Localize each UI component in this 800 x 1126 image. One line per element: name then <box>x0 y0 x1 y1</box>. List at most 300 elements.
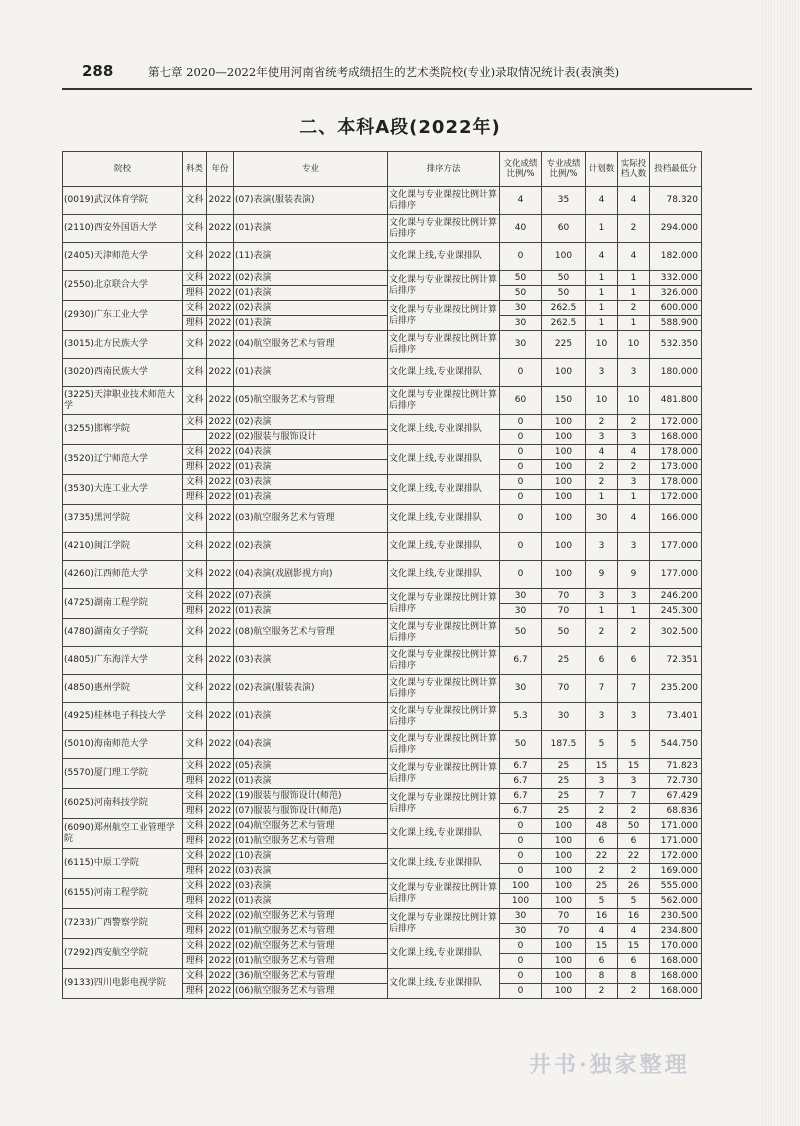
table-row <box>63 619 702 647</box>
major-ratio-cell: 30 <box>542 703 586 731</box>
actual-count-cell: 2 <box>618 415 650 430</box>
school-cell: (4210)闽江学院 <box>63 533 183 561</box>
plan-count-cell: 1 <box>586 215 618 243</box>
major-cell: (03)表演 <box>234 864 388 879</box>
major-ratio-cell: 100 <box>542 460 586 475</box>
section-title: 二、本科A段(2022年) <box>299 117 501 138</box>
min-score-cell: 172.000 <box>650 849 702 864</box>
table-row <box>63 187 702 215</box>
min-score-cell: 177.000 <box>650 561 702 589</box>
actual-count-cell: 3 <box>618 475 650 490</box>
school-cell: (4260)江西师范大学 <box>63 561 183 589</box>
major-ratio-cell: 100 <box>542 505 586 533</box>
year-cell: 2022 <box>207 849 234 864</box>
plan-count-cell: 1 <box>586 301 618 316</box>
major-cell: (07)表演(服装表演) <box>234 187 388 215</box>
school-cell: (4925)桂林电子科技大学 <box>63 703 183 731</box>
school-cell: (2110)西安外国语大学 <box>63 215 183 243</box>
table-row <box>63 331 702 359</box>
major-ratio-cell: 262.5 <box>542 301 586 316</box>
min-score-cell: 230.500 <box>650 909 702 924</box>
major-cell: (19)服装与服饰设计(师范) <box>234 789 388 804</box>
culture-ratio-cell: 5.3 <box>500 703 542 731</box>
major-cell: (02)表演 <box>234 533 388 561</box>
plan-count-cell: 3 <box>586 430 618 445</box>
year-cell: 2022 <box>207 286 234 301</box>
min-score-cell: 78.320 <box>650 187 702 215</box>
col-header: 文化成绩比例/% <box>500 152 542 187</box>
category-cell: 理科 <box>183 460 207 475</box>
major-cell: (02)航空服务艺术与管理 <box>234 939 388 954</box>
major-ratio-cell: 262.5 <box>542 316 586 331</box>
plan-count-cell: 2 <box>586 984 618 999</box>
min-score-cell: 178.000 <box>650 445 702 460</box>
major-ratio-cell: 100 <box>542 533 586 561</box>
major-ratio-cell: 100 <box>542 445 586 460</box>
plan-count-cell: 2 <box>586 415 618 430</box>
plan-count-cell: 2 <box>586 460 618 475</box>
year-cell: 2022 <box>207 789 234 804</box>
sort-method-cell: 文化课上线,专业课排队 <box>388 359 500 387</box>
major-ratio-cell: 100 <box>542 849 586 864</box>
plan-count-cell: 10 <box>586 331 618 359</box>
actual-count-cell: 26 <box>618 879 650 894</box>
table-row <box>63 243 702 271</box>
year-cell: 2022 <box>207 387 234 415</box>
sort-method-cell: 文化课与专业课按比例计算后排序 <box>388 387 500 415</box>
actual-count-cell: 6 <box>618 647 650 675</box>
category-cell: 文科 <box>183 331 207 359</box>
plan-count-cell: 1 <box>586 271 618 286</box>
school-cell: (6090)郑州航空工业管理学院 <box>63 819 183 849</box>
plan-count-cell: 6 <box>586 647 618 675</box>
major-ratio-cell: 100 <box>542 939 586 954</box>
actual-count-cell: 4 <box>618 187 650 215</box>
actual-count-cell: 5 <box>618 894 650 909</box>
watermark: 井书·独家整理 <box>529 1052 690 1078</box>
category-cell: 理科 <box>183 286 207 301</box>
major-ratio-cell: 25 <box>542 774 586 789</box>
category-cell: 文科 <box>183 675 207 703</box>
category-cell: 理科 <box>183 316 207 331</box>
major-cell: (01)表演 <box>234 316 388 331</box>
year-cell: 2022 <box>207 909 234 924</box>
sort-method-cell: 文化课上线,专业课排队 <box>388 533 500 561</box>
category-cell: 理科 <box>183 774 207 789</box>
col-header: 专业成绩比例/% <box>542 152 586 187</box>
major-ratio-cell: 50 <box>542 271 586 286</box>
major-ratio-cell: 70 <box>542 675 586 703</box>
table-row <box>63 415 702 430</box>
major-cell: (02)表演 <box>234 271 388 286</box>
major-cell: (01)表演 <box>234 490 388 505</box>
major-cell: (02)航空服务艺术与管理 <box>234 909 388 924</box>
year-cell: 2022 <box>207 703 234 731</box>
culture-ratio-cell: 0 <box>500 445 542 460</box>
min-score-cell: 166.000 <box>650 505 702 533</box>
category-cell: 文科 <box>183 445 207 460</box>
major-ratio-cell: 100 <box>542 490 586 505</box>
school-cell: (6115)中原工学院 <box>63 849 183 879</box>
culture-ratio-cell: 60 <box>500 387 542 415</box>
culture-ratio-cell: 30 <box>500 589 542 604</box>
culture-ratio-cell: 0 <box>500 490 542 505</box>
year-cell: 2022 <box>207 243 234 271</box>
table-row <box>63 675 702 703</box>
major-ratio-cell: 60 <box>542 215 586 243</box>
culture-ratio-cell: 30 <box>500 301 542 316</box>
sort-method-cell: 文化课上线,专业课排队 <box>388 505 500 533</box>
plan-count-cell: 7 <box>586 675 618 703</box>
category-cell: 文科 <box>183 619 207 647</box>
culture-ratio-cell: 100 <box>500 894 542 909</box>
sort-method-cell: 文化课与专业课按比例计算后排序 <box>388 589 500 619</box>
major-cell: (03)表演 <box>234 475 388 490</box>
sort-method-cell: 文化课上线,专业课排队 <box>388 819 500 849</box>
table-body <box>63 187 702 999</box>
actual-count-cell: 6 <box>618 954 650 969</box>
category-cell: 文科 <box>183 939 207 954</box>
major-cell: (03)表演 <box>234 879 388 894</box>
year-cell: 2022 <box>207 924 234 939</box>
actual-count-cell: 15 <box>618 759 650 774</box>
actual-count-cell: 4 <box>618 924 650 939</box>
major-ratio-cell: 70 <box>542 924 586 939</box>
major-ratio-cell: 25 <box>542 789 586 804</box>
actual-count-cell: 3 <box>618 703 650 731</box>
school-cell: (7233)广西警察学院 <box>63 909 183 939</box>
culture-ratio-cell: 0 <box>500 359 542 387</box>
min-score-cell: 171.000 <box>650 834 702 849</box>
culture-ratio-cell: 0 <box>500 430 542 445</box>
plan-count-cell: 3 <box>586 589 618 604</box>
col-header: 年份 <box>207 152 234 187</box>
year-cell: 2022 <box>207 460 234 475</box>
plan-count-cell: 3 <box>586 359 618 387</box>
plan-count-cell: 25 <box>586 879 618 894</box>
table-row <box>63 589 702 604</box>
category-cell: 文科 <box>183 909 207 924</box>
major-ratio-cell: 225 <box>542 331 586 359</box>
plan-count-cell: 22 <box>586 849 618 864</box>
culture-ratio-cell: 100 <box>500 879 542 894</box>
col-header: 科类 <box>183 152 207 187</box>
year-cell: 2022 <box>207 301 234 316</box>
category-cell: 理科 <box>183 804 207 819</box>
category-cell: 理科 <box>183 984 207 999</box>
sort-method-cell: 文化课与专业课按比例计算后排序 <box>388 619 500 647</box>
min-score-cell: 182.000 <box>650 243 702 271</box>
major-cell: (01)航空服务艺术与管理 <box>234 834 388 849</box>
category-cell: 文科 <box>183 187 207 215</box>
category-cell: 文科 <box>183 561 207 589</box>
major-cell: (01)表演 <box>234 703 388 731</box>
year-cell: 2022 <box>207 359 234 387</box>
plan-count-cell: 5 <box>586 731 618 759</box>
sort-method-cell: 文化课与专业课按比例计算后排序 <box>388 789 500 819</box>
sort-method-cell: 文化课上线,专业课排队 <box>388 243 500 271</box>
actual-count-cell: 2 <box>618 804 650 819</box>
sort-method-cell: 文化课与专业课按比例计算后排序 <box>388 301 500 331</box>
year-cell: 2022 <box>207 879 234 894</box>
min-score-cell: 246.200 <box>650 589 702 604</box>
plan-count-cell: 6 <box>586 834 618 849</box>
table-row <box>63 475 702 490</box>
major-ratio-cell: 70 <box>542 909 586 924</box>
plan-count-cell: 1 <box>586 316 618 331</box>
plan-count-cell: 3 <box>586 703 618 731</box>
table-row <box>63 445 702 460</box>
min-score-cell: 168.000 <box>650 969 702 984</box>
min-score-cell: 588.900 <box>650 316 702 331</box>
actual-count-cell: 2 <box>618 619 650 647</box>
actual-count-cell: 7 <box>618 789 650 804</box>
year-cell: 2022 <box>207 731 234 759</box>
major-cell: (07)服装与服饰设计(师范) <box>234 804 388 819</box>
plan-count-cell: 8 <box>586 969 618 984</box>
min-score-cell: 67.429 <box>650 789 702 804</box>
culture-ratio-cell: 30 <box>500 924 542 939</box>
table-row <box>63 271 702 286</box>
actual-count-cell: 50 <box>618 819 650 834</box>
min-score-cell: 178.000 <box>650 475 702 490</box>
year-cell: 2022 <box>207 316 234 331</box>
major-cell: (01)表演 <box>234 215 388 243</box>
plan-count-cell: 1 <box>586 286 618 301</box>
table-row <box>63 301 702 316</box>
major-cell: (06)航空服务艺术与管理 <box>234 984 388 999</box>
major-cell: (04)表演 <box>234 731 388 759</box>
plan-count-cell: 4 <box>586 187 618 215</box>
major-ratio-cell: 70 <box>542 604 586 619</box>
scan-edge-noise <box>760 0 800 1126</box>
sort-method-cell: 文化课与专业课按比例计算后排序 <box>388 675 500 703</box>
school-cell: (6025)河南科技学院 <box>63 789 183 819</box>
major-ratio-cell: 100 <box>542 864 586 879</box>
culture-ratio-cell: 50 <box>500 286 542 301</box>
year-cell: 2022 <box>207 619 234 647</box>
school-cell: (7292)西安航空学院 <box>63 939 183 969</box>
min-score-cell: 172.000 <box>650 490 702 505</box>
major-ratio-cell: 50 <box>542 619 586 647</box>
year-cell: 2022 <box>207 647 234 675</box>
plan-count-cell: 4 <box>586 924 618 939</box>
min-score-cell: 544.750 <box>650 731 702 759</box>
col-header: 排序方法 <box>388 152 500 187</box>
category-cell: 理科 <box>183 490 207 505</box>
major-ratio-cell: 25 <box>542 804 586 819</box>
plan-count-cell: 3 <box>586 533 618 561</box>
sort-method-cell: 文化课与专业课按比例计算后排序 <box>388 647 500 675</box>
school-cell: (3020)西南民族大学 <box>63 359 183 387</box>
col-header: 投档最低分 <box>650 152 702 187</box>
culture-ratio-cell: 40 <box>500 215 542 243</box>
major-cell: (01)表演 <box>234 774 388 789</box>
category-cell: 理科 <box>183 894 207 909</box>
year-cell: 2022 <box>207 894 234 909</box>
school-cell: (2405)天津师范大学 <box>63 243 183 271</box>
major-ratio-cell: 187.5 <box>542 731 586 759</box>
min-score-cell: 72.351 <box>650 647 702 675</box>
col-header: 计划数 <box>586 152 618 187</box>
table-header-row <box>63 152 702 187</box>
sort-method-cell: 文化课上线,专业课排队 <box>388 445 500 475</box>
major-ratio-cell: 100 <box>542 430 586 445</box>
actual-count-cell: 1 <box>618 490 650 505</box>
plan-count-cell: 5 <box>586 894 618 909</box>
actual-count-cell: 5 <box>618 731 650 759</box>
actual-count-cell: 1 <box>618 604 650 619</box>
culture-ratio-cell: 50 <box>500 731 542 759</box>
major-cell: (36)航空服务艺术与管理 <box>234 969 388 984</box>
school-cell: (9133)四川电影电视学院 <box>63 969 183 999</box>
table-row <box>63 731 702 759</box>
category-cell: 文科 <box>183 703 207 731</box>
actual-count-cell: 16 <box>618 909 650 924</box>
category-cell: 文科 <box>183 271 207 286</box>
year-cell: 2022 <box>207 505 234 533</box>
plan-count-cell: 9 <box>586 561 618 589</box>
actual-count-cell: 3 <box>618 359 650 387</box>
culture-ratio-cell: 6.7 <box>500 789 542 804</box>
plan-count-cell: 7 <box>586 789 618 804</box>
min-score-cell: 245.300 <box>650 604 702 619</box>
year-cell: 2022 <box>207 331 234 359</box>
culture-ratio-cell: 0 <box>500 505 542 533</box>
category-cell: 文科 <box>183 879 207 894</box>
major-ratio-cell: 100 <box>542 879 586 894</box>
year-cell: 2022 <box>207 271 234 286</box>
category-cell: 文科 <box>183 647 207 675</box>
culture-ratio-cell: 0 <box>500 460 542 475</box>
school-cell: (0019)武汉体育学院 <box>63 187 183 215</box>
major-cell: (08)航空服务艺术与管理 <box>234 619 388 647</box>
major-cell: (02)表演 <box>234 301 388 316</box>
min-score-cell: 72.730 <box>650 774 702 789</box>
year-cell: 2022 <box>207 939 234 954</box>
major-cell: (02)表演 <box>234 415 388 430</box>
school-cell: (3225)天津职业技术师范大学 <box>63 387 183 415</box>
table-row <box>63 909 702 924</box>
year-cell: 2022 <box>207 215 234 243</box>
category-cell: 文科 <box>183 589 207 604</box>
school-cell: (4725)湖南工程学院 <box>63 589 183 619</box>
major-ratio-cell: 50 <box>542 286 586 301</box>
table-row <box>63 939 702 954</box>
culture-ratio-cell: 0 <box>500 475 542 490</box>
major-ratio-cell: 25 <box>542 759 586 774</box>
category-cell: 文科 <box>183 819 207 834</box>
school-cell: (3530)大连工业大学 <box>63 475 183 505</box>
sort-method-cell: 文化课与专业课按比例计算后排序 <box>388 909 500 939</box>
major-cell: (04)表演(戏剧影视方向) <box>234 561 388 589</box>
major-ratio-cell: 100 <box>542 243 586 271</box>
culture-ratio-cell: 30 <box>500 675 542 703</box>
table-row <box>63 561 702 589</box>
year-cell: 2022 <box>207 490 234 505</box>
category-cell: 文科 <box>183 215 207 243</box>
sort-method-cell: 文化课上线,专业课排队 <box>388 939 500 969</box>
actual-count-cell: 4 <box>618 243 650 271</box>
col-header: 专业 <box>234 152 388 187</box>
school-cell: (4780)湖南女子学院 <box>63 619 183 647</box>
sort-method-cell: 文化课上线,专业课排队 <box>388 475 500 505</box>
culture-ratio-cell: 0 <box>500 864 542 879</box>
major-cell: (01)表演 <box>234 894 388 909</box>
category-cell: 文科 <box>183 301 207 316</box>
min-score-cell: 168.000 <box>650 954 702 969</box>
table-row <box>63 387 702 415</box>
year-cell: 2022 <box>207 819 234 834</box>
table-row <box>63 879 702 894</box>
running-header <box>62 60 752 90</box>
major-cell: (03)表演 <box>234 647 388 675</box>
culture-ratio-cell: 6.7 <box>500 804 542 819</box>
year-cell: 2022 <box>207 969 234 984</box>
min-score-cell: 168.000 <box>650 430 702 445</box>
major-cell: (04)航空服务艺术与管理 <box>234 819 388 834</box>
min-score-cell: 68.836 <box>650 804 702 819</box>
year-cell: 2022 <box>207 187 234 215</box>
school-cell: (4805)广东海洋大学 <box>63 647 183 675</box>
culture-ratio-cell: 0 <box>500 415 542 430</box>
year-cell: 2022 <box>207 445 234 460</box>
school-cell: (4850)惠州学院 <box>63 675 183 703</box>
major-ratio-cell: 70 <box>542 589 586 604</box>
year-cell: 2022 <box>207 675 234 703</box>
major-cell: (01)表演 <box>234 460 388 475</box>
category-cell: 理科 <box>183 834 207 849</box>
actual-count-cell: 1 <box>618 271 650 286</box>
min-score-cell: 169.000 <box>650 864 702 879</box>
plan-count-cell: 6 <box>586 954 618 969</box>
min-score-cell: 294.000 <box>650 215 702 243</box>
min-score-cell: 172.000 <box>650 415 702 430</box>
sort-method-cell: 文化课与专业课按比例计算后排序 <box>388 271 500 301</box>
major-cell: (10)表演 <box>234 849 388 864</box>
school-cell: (3520)辽宁师范大学 <box>63 445 183 475</box>
min-score-cell: 235.200 <box>650 675 702 703</box>
major-cell: (04)表演 <box>234 445 388 460</box>
plan-count-cell: 2 <box>586 475 618 490</box>
min-score-cell: 234.800 <box>650 924 702 939</box>
year-cell: 2022 <box>207 604 234 619</box>
sort-method-cell: 文化课上线,专业课排队 <box>388 415 500 445</box>
year-cell: 2022 <box>207 804 234 819</box>
school-cell: (5570)厦门理工学院 <box>63 759 183 789</box>
major-ratio-cell: 25 <box>542 647 586 675</box>
col-header: 实际投档人数 <box>618 152 650 187</box>
plan-count-cell: 15 <box>586 939 618 954</box>
actual-count-cell: 3 <box>618 430 650 445</box>
table-row <box>63 505 702 533</box>
sort-method-cell: 文化课与专业课按比例计算后排序 <box>388 187 500 215</box>
school-cell: (2550)北京联合大学 <box>63 271 183 301</box>
min-score-cell: 73.401 <box>650 703 702 731</box>
major-ratio-cell: 100 <box>542 359 586 387</box>
min-score-cell: 481.800 <box>650 387 702 415</box>
col-header: 院校 <box>63 152 183 187</box>
school-cell: (6155)河南工程学院 <box>63 879 183 909</box>
actual-count-cell: 2 <box>618 460 650 475</box>
year-cell: 2022 <box>207 774 234 789</box>
culture-ratio-cell: 6.7 <box>500 647 542 675</box>
plan-count-cell: 1 <box>586 604 618 619</box>
actual-count-cell: 2 <box>618 215 650 243</box>
culture-ratio-cell: 0 <box>500 561 542 589</box>
min-score-cell: 177.000 <box>650 533 702 561</box>
actual-count-cell: 1 <box>618 286 650 301</box>
